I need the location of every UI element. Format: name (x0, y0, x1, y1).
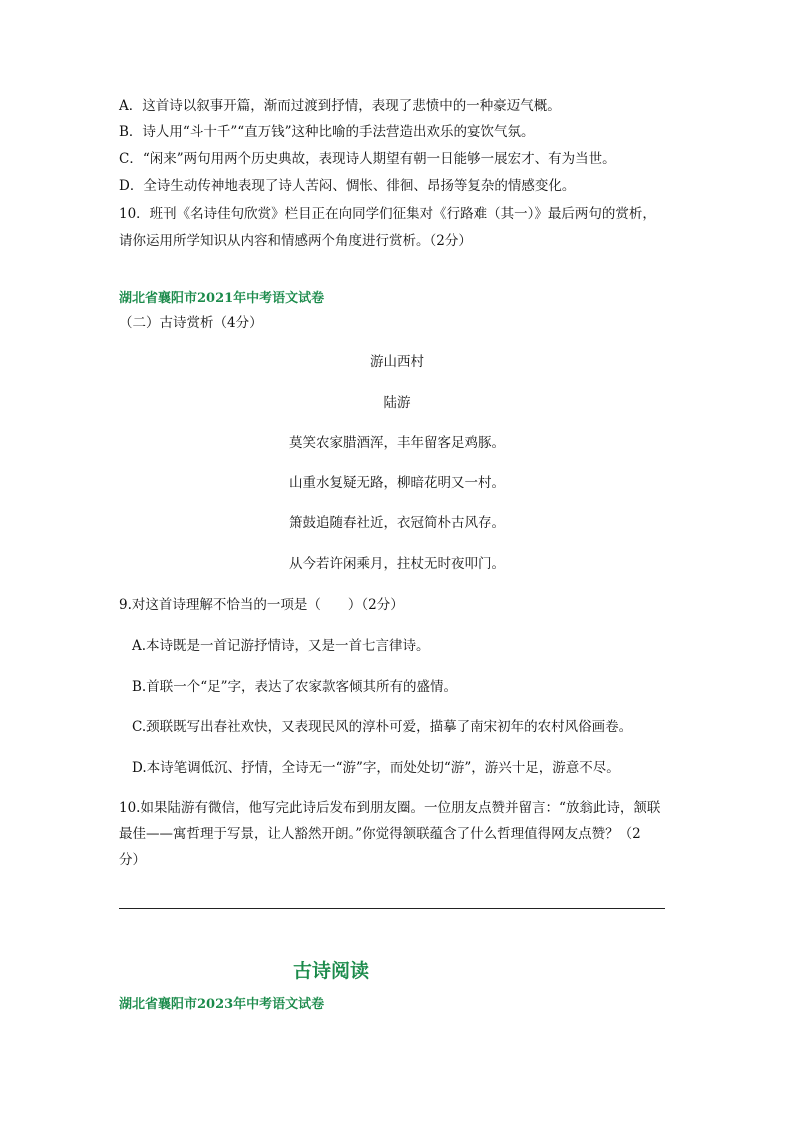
question-10b-line-2: 最佳——寓哲理于写景，让人豁然开朗。”你觉得颔联蕴含了什么哲理值得网友点赞？（2 (119, 826, 641, 842)
question-10-line-1: 10．班刊《名诗佳句欣赏》栏目正在向同学们征集对《行路难（其一）》最后两句的赏析， (119, 206, 656, 222)
question-10-line-2: 请你运用所学知识从内容和情感两个角度进行赏析。（2分） (119, 233, 472, 249)
section-title: 古诗阅读 (293, 960, 370, 982)
answer-line (119, 908, 665, 909)
poem-line-3: 箫鼓追随春社近，衣冠简朴古风存。 (289, 515, 505, 531)
option-b: B．诗人用“斗十千”“直万钱”这种比喻的手法营造出欢乐的宴饮气氛。 (119, 124, 535, 140)
poem-line-2: 山重水复疑无路，柳暗花明又一村。 (289, 475, 505, 491)
q9-option-c: C.颈联既写出春社欢快，又表现民风的淳朴可爱，描摹了南宋初年的农村风俗画卷。 (132, 719, 633, 735)
poem-author: 陆游 (383, 395, 411, 411)
option-d: D．全诗生动传神地表现了诗人苦闷、惆怅、徘徊、昂扬等复杂的情感变化。 (119, 178, 576, 194)
q9-option-a: A.本诗既是一首记游抒情诗，又是一首七言律诗。 (132, 638, 430, 654)
option-c: C．“闲来”两句用两个历史典故，表现诗人期望有朝一日能够一展宏才、有为当世。 (119, 151, 616, 167)
source-2023: 湖北省襄阳市2023年中考语文试卷 (119, 997, 325, 1012)
question-10b-line-3: 分） (119, 852, 146, 868)
poem-title: 游山西村 (370, 354, 424, 370)
source-2021: 湖北省襄阳市2021年中考语文试卷 (119, 291, 325, 306)
poem-line-1: 莫笑农家腊酒浑，丰年留客足鸡豚。 (289, 435, 505, 451)
poem-line-4: 从今若许闲乘月，拄杖无时夜叩门。 (289, 556, 505, 572)
q9-option-d: D.本诗笔调低沉、抒情，全诗无一“游”字，而处处切“游”，游兴十足，游意不尽。 (132, 760, 620, 776)
section-heading: （二）古诗赏析（4分） (119, 315, 263, 331)
question-9: 9.对这首诗理解不恰当的一项是（ ）（2分） (119, 597, 404, 613)
option-a: A．这首诗以叙事开篇，渐而过渡到抒情，表现了悲愤中的一种豪迈气概。 (119, 98, 561, 114)
question-10b-line-1: 10.如果陆游有微信，他写完此诗后发布到朋友圈。一位朋友点赞并留言：“放翁此诗，颔联 (119, 800, 661, 816)
q9-option-b: B.首联一个“足”字，表达了农家款客倾其所有的盛情。 (132, 679, 458, 695)
